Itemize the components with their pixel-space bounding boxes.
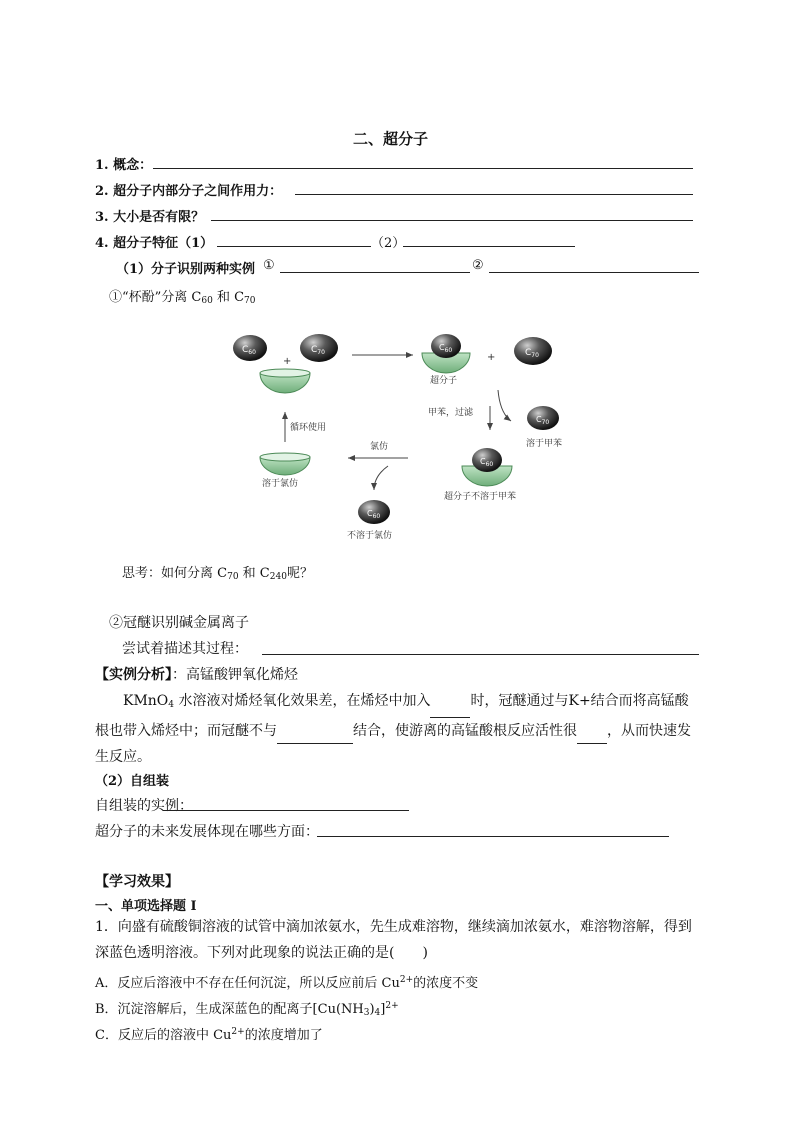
svg-text:C60: $C_{60}$ xyxy=(367,509,381,520)
q4-part2-label: （2） xyxy=(371,236,406,251)
selfassembly-answer-line[interactable] xyxy=(163,810,409,811)
describe-answer-line[interactable] xyxy=(262,654,699,655)
c70-ball-right xyxy=(514,337,552,365)
svg-text:C60: $C_{60}$ xyxy=(439,343,453,354)
q2-answer-line[interactable] xyxy=(295,194,693,195)
selfassembly-label: 自组装的实例： xyxy=(95,798,193,814)
future-answer-line[interactable] xyxy=(317,836,669,837)
sub1-answer-line-2[interactable] xyxy=(489,272,699,273)
chloroform-label: 氯仿 xyxy=(370,442,389,452)
analysis-heading: 【实例分析】：高锰酸钾氧化烯烃 xyxy=(95,667,298,683)
insoluble-chloroform-label: 不溶于氯仿 xyxy=(347,531,393,541)
q4-label: 4. 超分子特征（1） xyxy=(95,236,214,251)
c60-ball xyxy=(233,335,267,361)
sub1-mark1: ① xyxy=(263,258,275,273)
arrow-curve-toluene xyxy=(498,390,511,421)
analysis-paragraph: KMnO$_4$ 水溶液对烯烃氧化效果差，在烯烃中加入 时，冠醚通过与K+结合而将高锰酸根也带入烯烃中；而冠醚不与 结合，使游离的高锰酸根反应活性很 ，从而快速发生反应。 xyxy=(95,693,691,765)
future-label: 超分子的未来发展体现在哪些方面： xyxy=(95,824,319,840)
q2-label: 2. 超分子内部分子之间作用力： xyxy=(95,184,283,199)
q4-answer-line-1[interactable] xyxy=(217,246,371,247)
supramolecule-label: 超分子 xyxy=(430,376,458,386)
sub2-label: （2）自组装 xyxy=(95,774,170,789)
question-1: 1．向盛有硫酸铜溶液的试管中滴加浓氨水，先生成难溶物，继续滴加浓氨水，难溶物溶解，得到深蓝色透明溶液。下列对此现象的说法正确的是( ) xyxy=(95,919,692,961)
example2-title: ②冠醚识别碱金属离子 xyxy=(109,615,249,631)
recycle-label: 循环使用 xyxy=(290,423,327,433)
q3-answer-line[interactable] xyxy=(211,220,693,221)
svg-text:C70: $C_{70}$ xyxy=(525,348,539,359)
sub1-mark2: ② xyxy=(472,258,484,273)
analysis-blank-1[interactable] xyxy=(430,703,470,718)
supramolecule-c60 xyxy=(431,334,461,358)
sub1-label: （1）分子识别两种实例 xyxy=(116,262,256,277)
effect-heading: 【学习效果】 xyxy=(95,874,179,890)
analysis-blank-2[interactable] xyxy=(277,729,353,744)
option-b[interactable]: B．沉淀溶解后，生成深蓝色的配离子$[Cu(NH_3)_4]^{2+}$ xyxy=(95,1001,399,1018)
describe-label: 尝试着描述其过程： xyxy=(122,641,248,657)
c60-insoluble-ball xyxy=(358,500,390,524)
svg-text:C70: $C_{70}$ xyxy=(536,415,550,426)
plus-sign: + xyxy=(283,356,292,367)
example1-title: ①“杯酚”分离 $C_{60}$ 和 $C_{70}$ xyxy=(109,290,256,306)
svg-text:C60: $C_{60}$ xyxy=(480,457,494,468)
option-a[interactable]: A．反应后溶液中不存在任何沉淀，所以反应前后 $Cu^{2+}$的浓度不变 xyxy=(95,975,479,991)
toluene-filter-label: 甲苯，过滤 xyxy=(428,408,474,418)
analysis-blank-3[interactable] xyxy=(577,729,607,744)
svg-text:+: + xyxy=(487,352,496,363)
insoluble-c60 xyxy=(472,448,502,472)
c70-dissolved-ball xyxy=(527,406,559,430)
c70-label: $C_{70}$ xyxy=(311,345,325,356)
sub1-answer-line-1[interactable] xyxy=(280,272,470,273)
option-c[interactable]: C．反应后的溶液中 $Cu^{2+}$的浓度增加了 xyxy=(95,1027,323,1043)
arrow-curve-chloroform xyxy=(374,466,388,490)
dissolves-toluene-label: 溶于甲苯 xyxy=(526,439,563,449)
insoluble-toluene-label: 超分子不溶于甲苯 xyxy=(444,492,517,502)
q3-label: 3. 大小是否有限？ xyxy=(95,210,205,225)
c60-label: $C_{60}$ xyxy=(242,345,256,356)
think-question: 思考：如何分离 $C_{70}$ 和 $C_{240}$呢？ xyxy=(122,566,313,582)
page-title: 二、超分子 xyxy=(353,130,429,148)
calixarene-separation-diagram xyxy=(228,318,568,550)
q4-answer-line-2[interactable] xyxy=(403,246,575,247)
q1-label: 1. 概念： xyxy=(95,158,153,173)
dissolves-chloroform-label: 溶于氯仿 xyxy=(262,479,299,489)
section1-heading: 一、单项选择题 I xyxy=(95,899,197,914)
q1-answer-line[interactable] xyxy=(153,168,693,169)
c70-ball xyxy=(300,334,338,362)
